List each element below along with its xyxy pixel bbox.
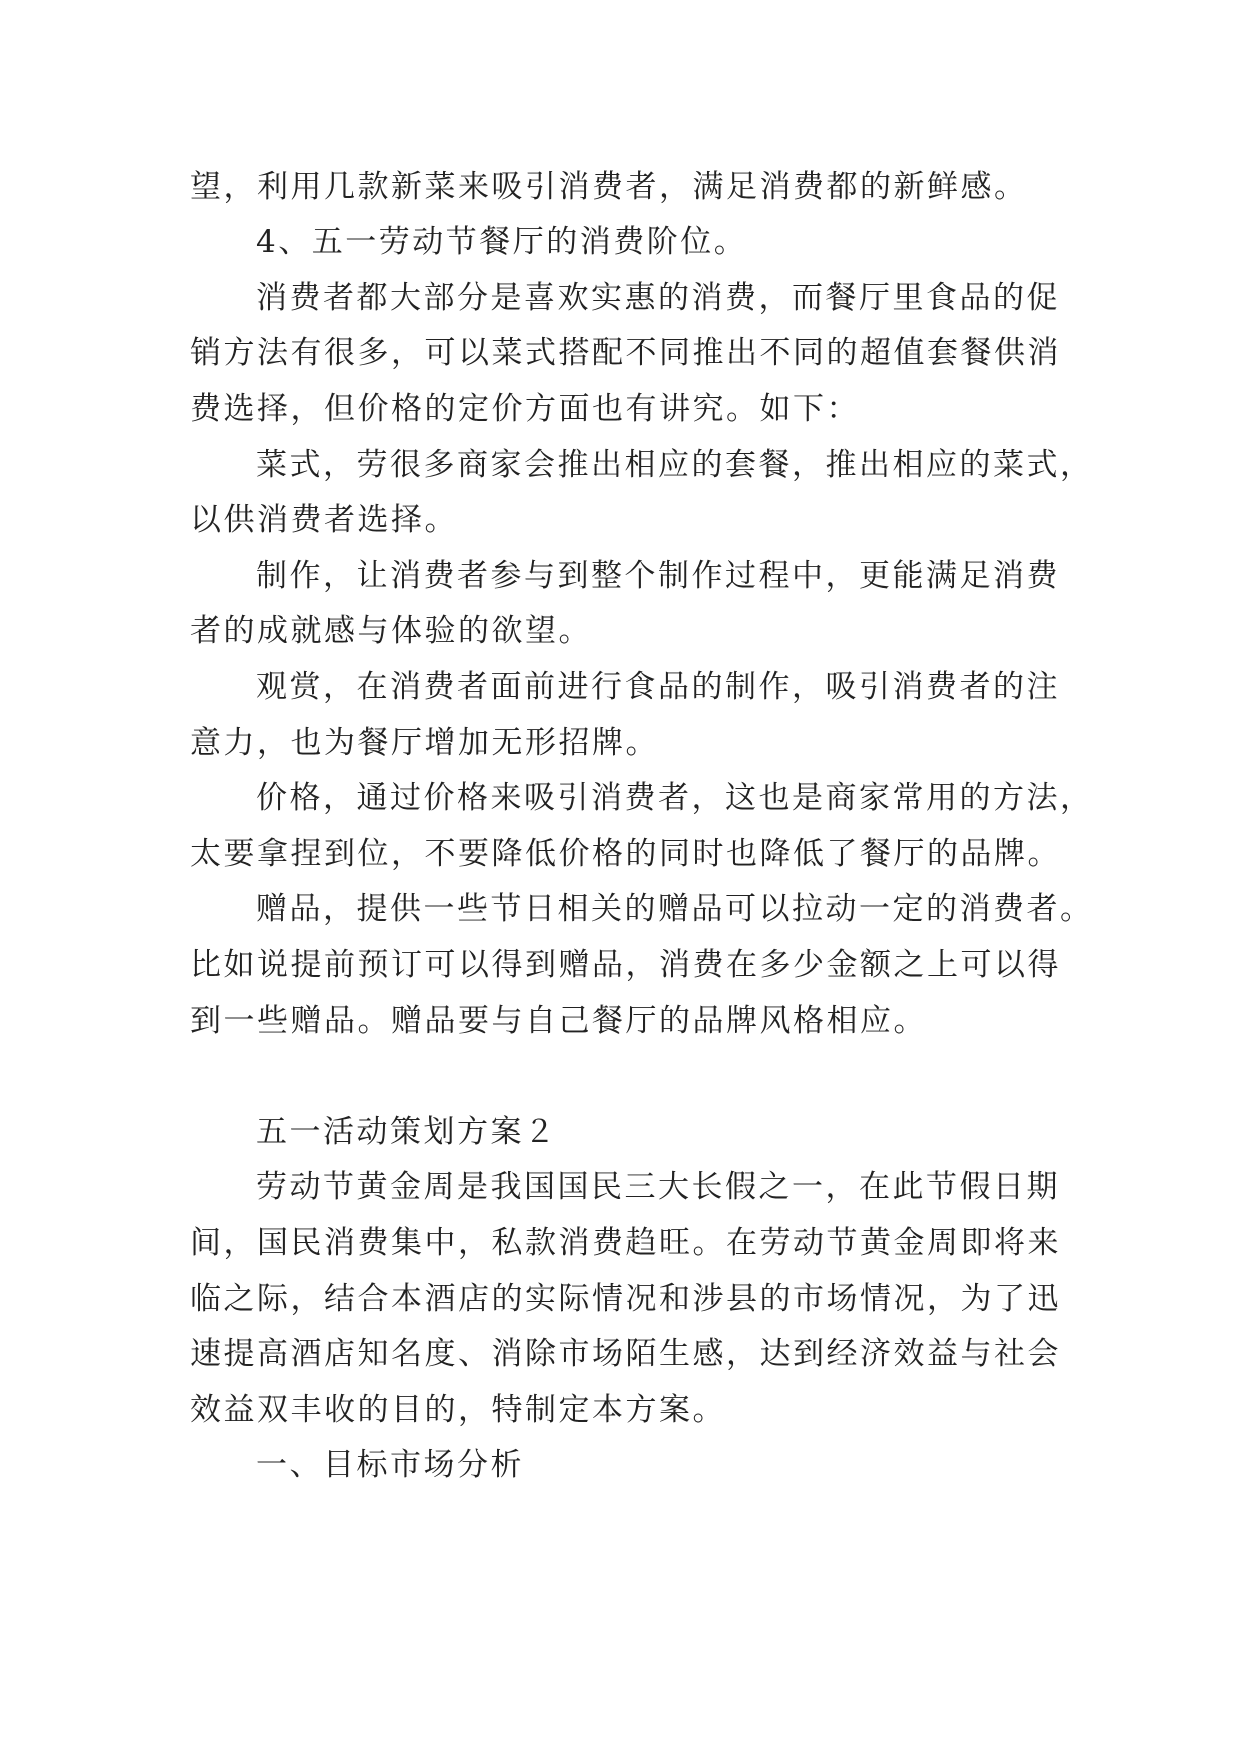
text-line: 以供消费者选择。 (190, 502, 458, 538)
text-line: 效益双丰收的目的，特制定本方案。 (190, 1392, 726, 1428)
text-line: 太要拿捏到位，不要降低价格的同时也降低了餐厅的品牌。 (190, 836, 1061, 872)
text-line: 望，利用几款新菜来吸引消费者，满足消费都的新鲜感。 (190, 169, 1028, 205)
text-line: 意力，也为餐厅增加无形招牌。 (190, 725, 659, 761)
text-line: 间，国民消费集中，私款消费趋旺。在劳动节黄金周即将来 (190, 1225, 1061, 1261)
section-heading: 一、目标市场分析 (256, 1447, 524, 1483)
text-line: 劳动节黄金周是我国国民三大长假之一，在此节假日期 (256, 1169, 1060, 1205)
text-line: 到一些赠品。赠品要与自己餐厅的品牌风格相应。 (190, 1003, 927, 1039)
text-line: 赠品，提供一些节日相关的赠品可以拉动一定的消费者。 (256, 891, 1094, 927)
text-line: 速提高酒店知名度、消除市场陌生感，达到经济效益与社会 (190, 1336, 1061, 1372)
section-title: 五一活动策划方案２ (256, 1114, 558, 1150)
text-line: 观赏，在消费者面前进行食品的制作，吸引消费者的注 (256, 669, 1060, 705)
text-line: 临之际，结合本酒店的实际情况和涉县的市场情况，为了迅 (190, 1281, 1061, 1317)
text-line: 价格，通过价格来吸引消费者，这也是商家常用的方法， (256, 780, 1094, 816)
text-line: 制作，让消费者参与到整个制作过程中，更能满足消费 (256, 558, 1060, 594)
text-line: 费选择，但价格的定价方面也有讲究。如下： (190, 391, 860, 427)
text-line: 者的成就感与体验的欲望。 (190, 613, 592, 649)
text-line: 销方法有很多，可以菜式搭配不同推出不同的超值套餐供消 (190, 335, 1061, 371)
text-line: 消费者都大部分是喜欢实惠的消费，而餐厅里食品的促 (256, 280, 1060, 316)
text-line: 比如说提前预订可以得到赠品，消费在多少金额之上可以得 (190, 947, 1061, 983)
section-heading: 4、五一劳动节餐厅的消费阶位。 (256, 224, 748, 260)
text-line: 菜式，劳很多商家会推出相应的套餐，推出相应的菜式， (256, 447, 1094, 483)
